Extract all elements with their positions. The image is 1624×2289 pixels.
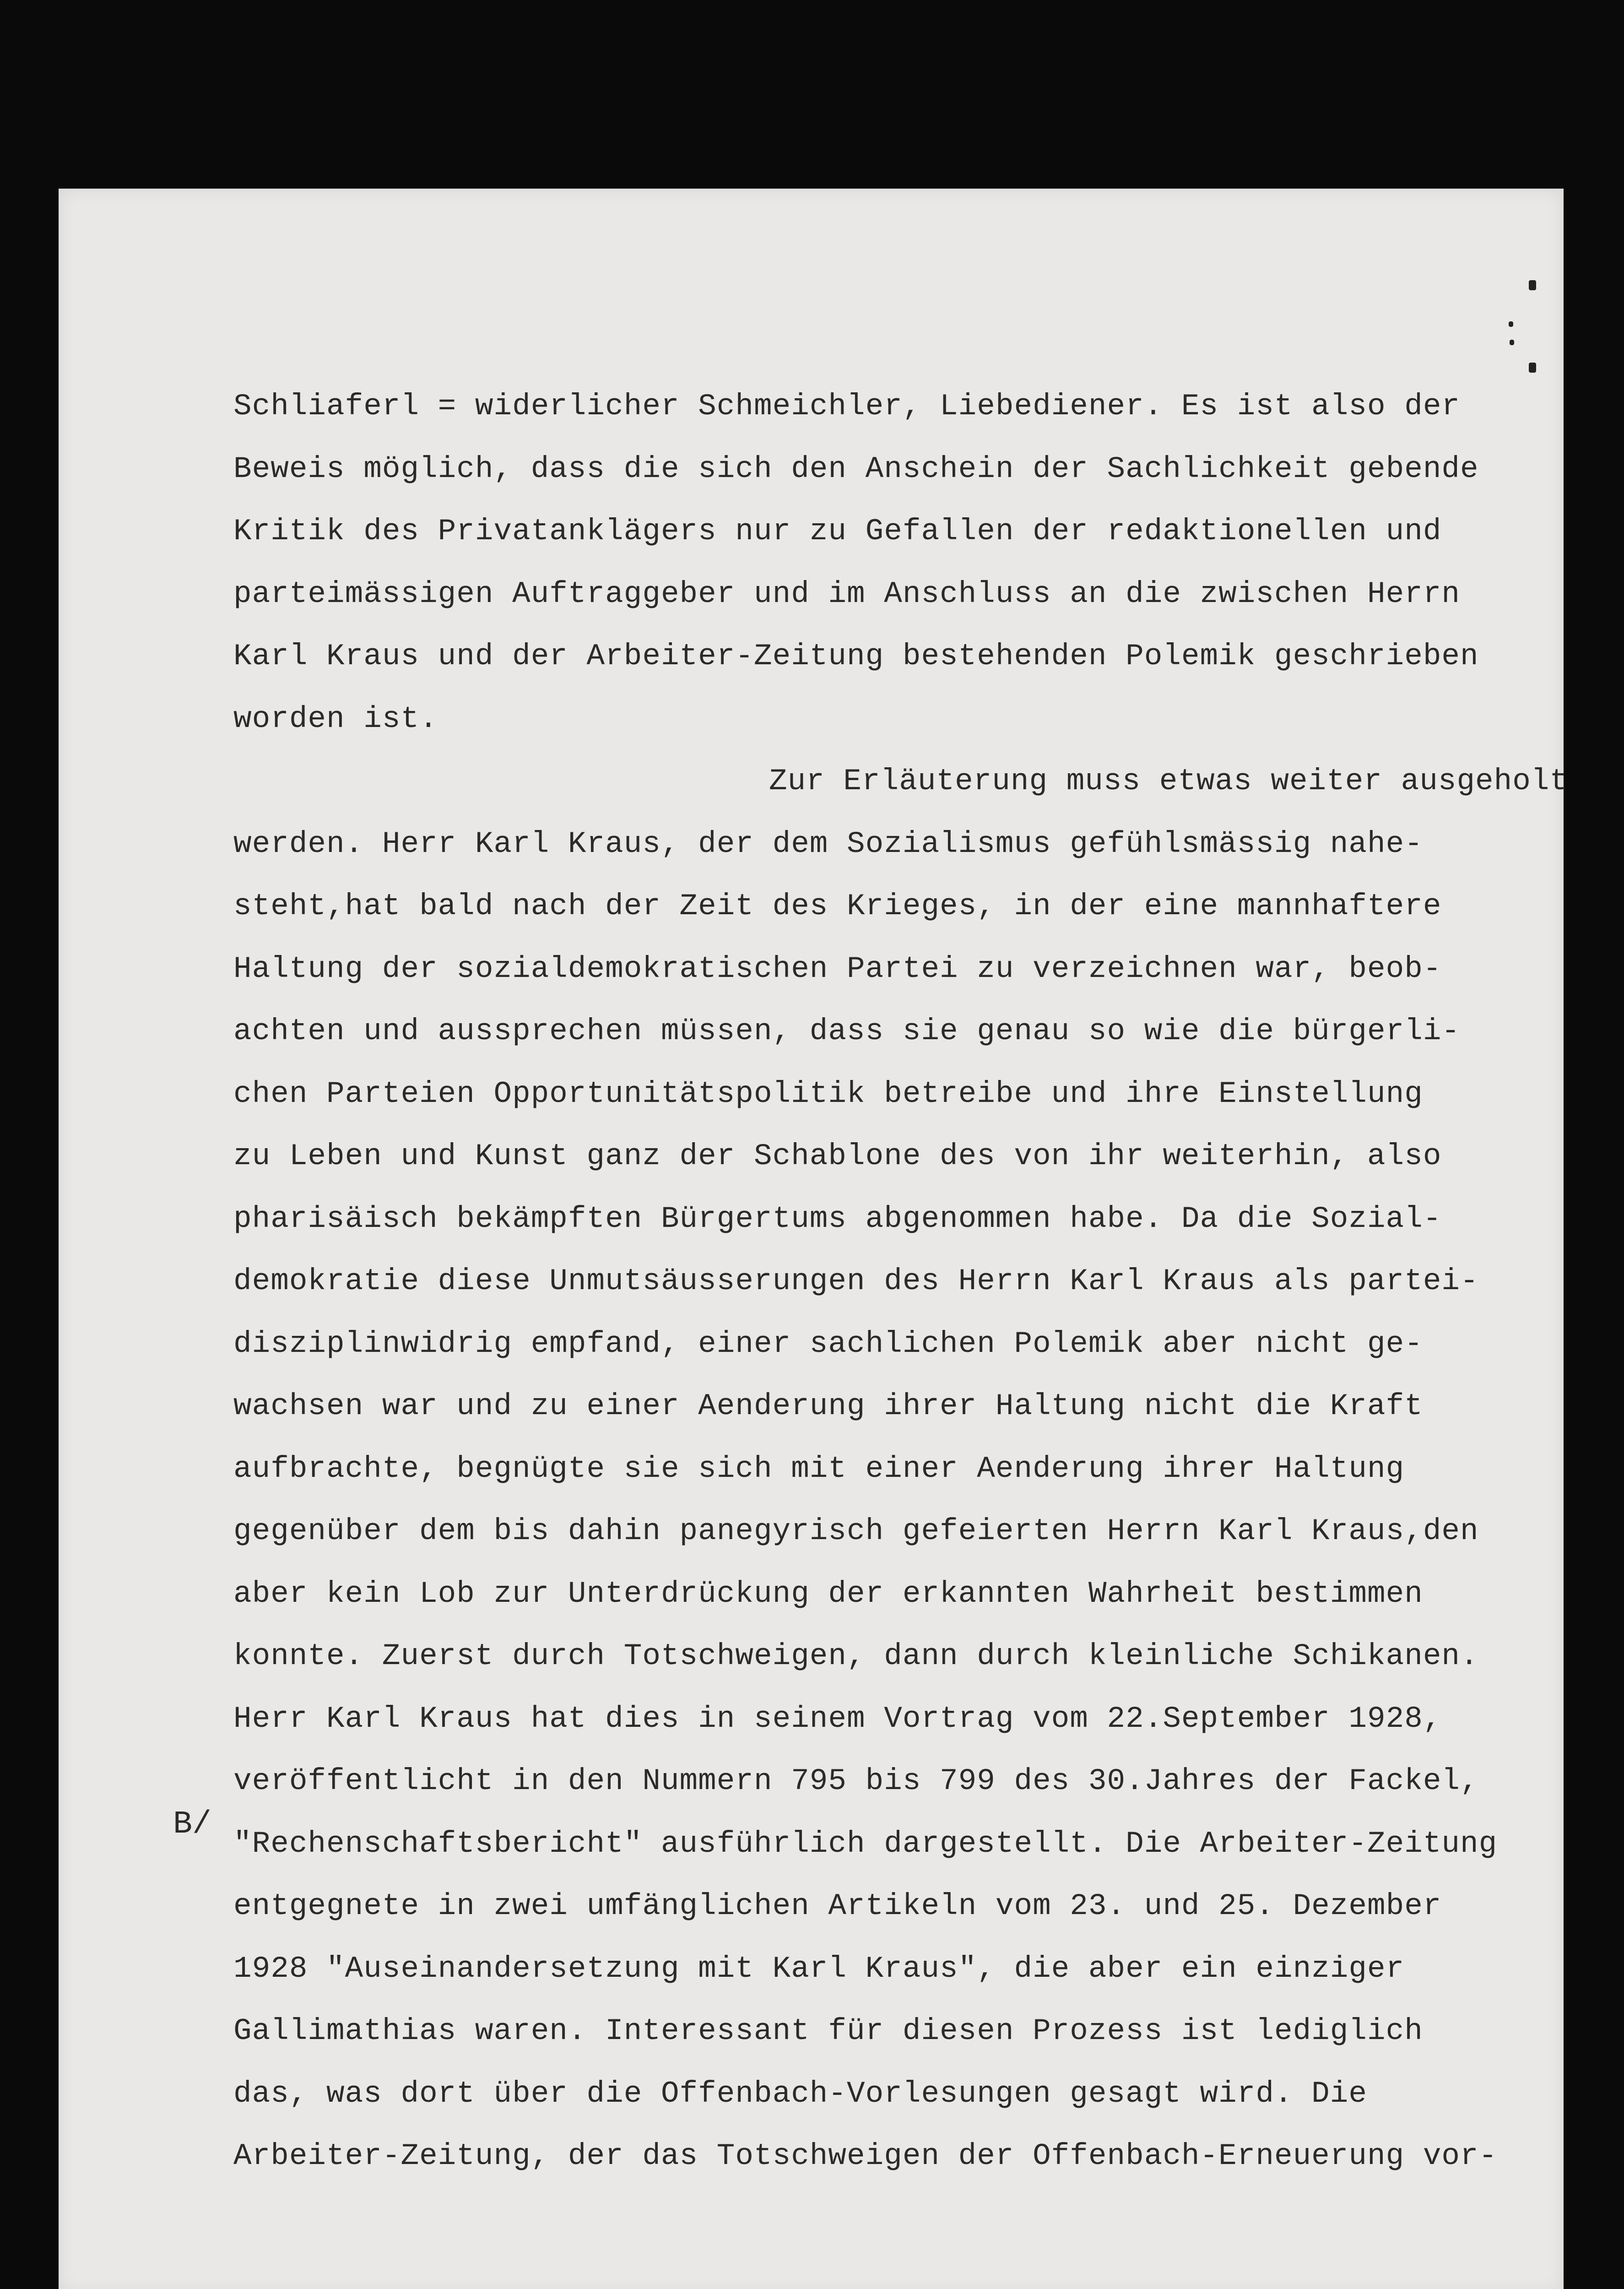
text-line: pharisäisch bekämpften Bürgertums abgenommen habe. Da die Sozial-: [233, 1201, 1442, 1236]
text-line: Gallimathias waren. Interessant für diesen Prozess ist lediglich: [233, 2014, 1423, 2048]
text-line: 1928 "Auseinandersetzung mit Karl Kraus", die aber ein einziger: [233, 1951, 1405, 1986]
punch-hole-mark: [1529, 363, 1536, 373]
text-line: wachsen war und zu einer Aenderung ihrer Haltung nicht die Kraft: [233, 1389, 1423, 1423]
text-line: Herr Karl Kraus hat dies in seinem Vortrag vom 22.September 1928,: [233, 1701, 1442, 1736]
text-line: Arbeiter-Zeitung, der das Totschweigen der Offenbach-Erneuerung vor-: [233, 2139, 1498, 2173]
text-line: Zur Erläuterung muss etwas weiter ausgeholt: [769, 764, 1569, 798]
text-line: das, was dort über die Offenbach-Vorlesungen gesagt wird. Die: [233, 2076, 1367, 2111]
text-line: gegenüber dem bis dahin panegyrisch gefeierten Herrn Karl Kraus,den: [233, 1514, 1479, 1548]
text-line: chen Parteien Opportunitätspolitik betreibe und ihre Einstellung: [233, 1076, 1423, 1111]
text-line: veröffentlicht in den Nummern 795 bis 799 des 30.Jahres der Fackel,: [233, 1764, 1479, 1798]
text-line: disziplinwidrig empfand, einer sachlichen Polemik aber nicht ge-: [233, 1326, 1423, 1361]
text-line: steht,hat bald nach der Zeit des Krieges, in der eine mannhaftere: [233, 889, 1442, 923]
text-line: konnte. Zuerst durch Totschweigen, dann durch kleinliche Schikanen.: [233, 1639, 1479, 1673]
text-line: Kritik des Privatanklägers nur zu Gefallen der redaktionellen und: [233, 514, 1442, 548]
text-line: demokratie diese Unmutsäusserungen des Herrn Karl Kraus als partei-: [233, 1264, 1479, 1298]
text-line: aufbrachte, begnügte sie sich mit einer Aenderung ihrer Haltung: [233, 1451, 1405, 1486]
text-line: "Rechenschaftsbericht" ausführlich dargestellt. Die Arbeiter-Zeitung: [233, 1826, 1498, 1861]
text-line: Haltung der sozialdemokratischen Partei zu verzeichnen war, beob-: [233, 951, 1442, 986]
text-line: Schliaferl = widerlicher Schmeichler, Liebediener. Es ist also der: [233, 389, 1461, 423]
text-line: achten und aussprechen müssen, dass sie genau so wie die bürgerli-: [233, 1014, 1461, 1048]
text-line: Beweis möglich, dass die sich den Anschein der Sachlichkeit gebende: [233, 451, 1479, 486]
punch-hole-mark: [1529, 280, 1536, 290]
body-text: [233, 375, 1569, 2188]
text-line: entgegnete in zwei umfänglichen Artikeln vom 23. und 25. Dezember: [233, 1889, 1442, 1923]
text-line: zu Leben und Kunst ganz der Schablone des von ihr weiterhin, also: [233, 1139, 1442, 1173]
text-line: Karl Kraus und der Arbeiter-Zeitung bestehenden Polemik geschrieben: [233, 639, 1479, 673]
text-line: worden ist.: [233, 701, 438, 736]
punch-hole-mark: [1510, 340, 1514, 345]
text-line: werden. Herr Karl Kraus, der dem Sozialismus gefühlsmässig nahe-: [233, 826, 1423, 861]
text-line: parteimässigen Auftraggeber und im Anschluss an die zwischen Herrn: [233, 576, 1461, 611]
punch-hole-mark: [1509, 321, 1513, 327]
margin-note: B/: [173, 1806, 212, 1843]
text-line: aber kein Lob zur Unterdrückung der erkannten Wahrheit bestimmen: [233, 1576, 1423, 1611]
